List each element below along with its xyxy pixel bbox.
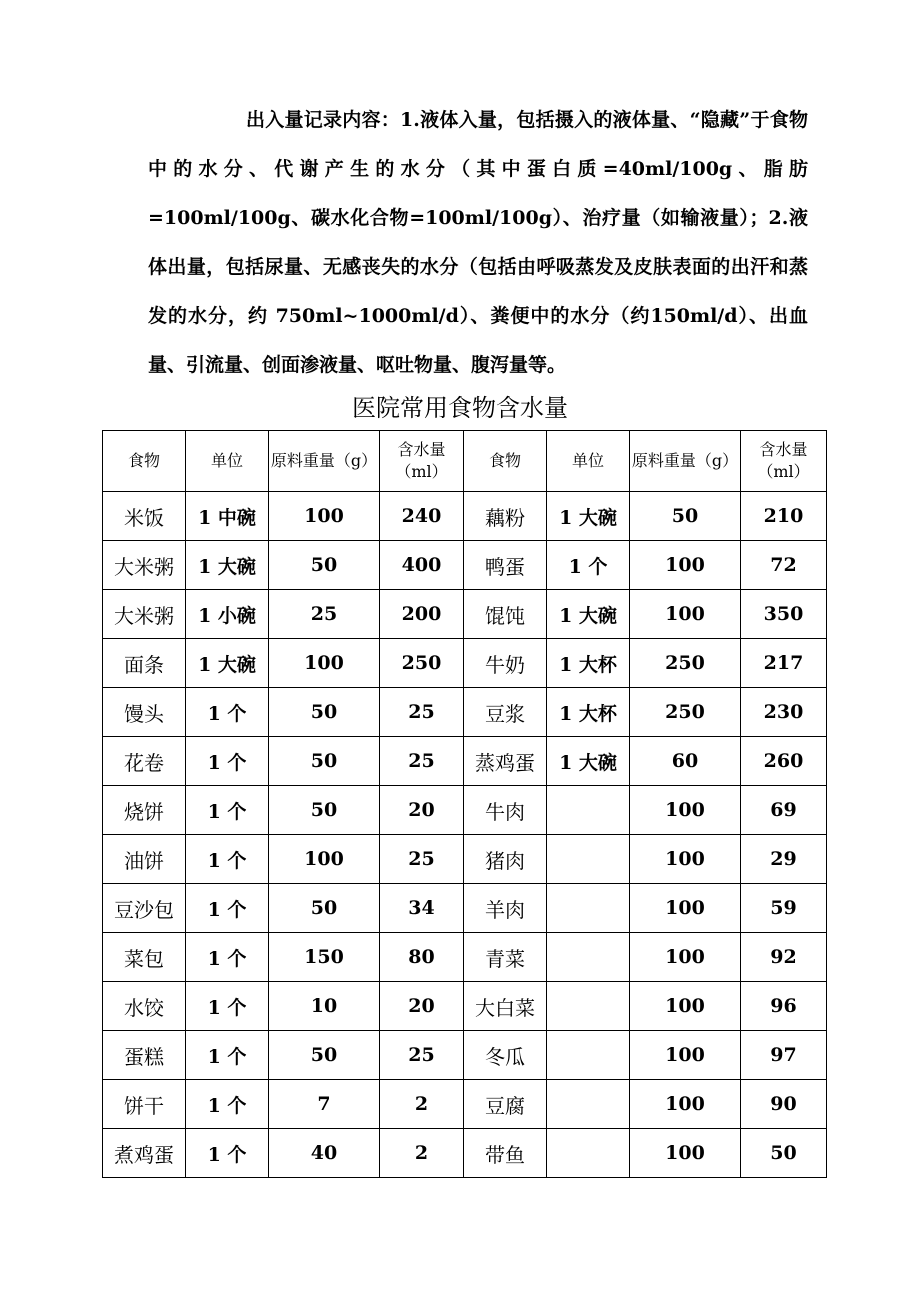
cell-raw-weight: 50: [269, 884, 380, 933]
cell-unit: 1 中碗: [186, 492, 269, 541]
cell-raw-weight: 50: [269, 1031, 380, 1080]
cell-unit: 1 个: [186, 786, 269, 835]
cell-food: 煮鸡蛋: [103, 1129, 186, 1178]
cell-water-content: 25: [380, 688, 464, 737]
cell-unit: 1 大碗: [547, 737, 630, 786]
header-unit: 单位: [186, 431, 269, 492]
header-food: 食物: [464, 431, 547, 492]
cell-water-content: 69: [741, 786, 827, 835]
cell-water-content: 20: [380, 982, 464, 1031]
table-row: [103, 1129, 827, 1178]
cell-food: 米饭: [103, 492, 186, 541]
cell-water-content: 260: [741, 737, 827, 786]
cell-unit: 1 大杯: [547, 688, 630, 737]
cell-raw-weight: 100: [630, 933, 741, 982]
cell-raw-weight: 25: [269, 590, 380, 639]
cell-unit: 1 大碗: [186, 541, 269, 590]
cell-unit: [547, 1031, 630, 1080]
cell-unit: 1 个: [186, 1031, 269, 1080]
cell-raw-weight: 40: [269, 1129, 380, 1178]
cell-food: 藕粉: [464, 492, 547, 541]
cell-unit: 1 个: [186, 688, 269, 737]
cell-unit: 1 大碗: [547, 590, 630, 639]
table-row: [103, 1080, 827, 1129]
food-water-table: [102, 430, 827, 1178]
cell-raw-weight: 60: [630, 737, 741, 786]
header-water-content: 含水量（ml）: [741, 431, 827, 492]
cell-raw-weight: 100: [269, 492, 380, 541]
cell-food: 鸭蛋: [464, 541, 547, 590]
cell-unit: [547, 1080, 630, 1129]
cell-unit: 1 个: [186, 933, 269, 982]
cell-food: 馒头: [103, 688, 186, 737]
cell-raw-weight: 50: [269, 541, 380, 590]
cell-unit: 1 个: [186, 737, 269, 786]
cell-water-content: 210: [741, 492, 827, 541]
cell-raw-weight: 100: [630, 590, 741, 639]
cell-food: 大米粥: [103, 590, 186, 639]
table-row: [103, 541, 827, 590]
cell-food: 馄饨: [464, 590, 547, 639]
table-row: [103, 786, 827, 835]
cell-food: 油饼: [103, 835, 186, 884]
cell-raw-weight: 250: [630, 688, 741, 737]
cell-water-content: 200: [380, 590, 464, 639]
table-body: [103, 492, 827, 1178]
table-row: [103, 982, 827, 1031]
cell-unit: [547, 884, 630, 933]
table-row: [103, 933, 827, 982]
cell-raw-weight: 100: [630, 786, 741, 835]
table-row: [103, 884, 827, 933]
cell-raw-weight: 100: [269, 639, 380, 688]
cell-food: 带鱼: [464, 1129, 547, 1178]
cell-water-content: 90: [741, 1080, 827, 1129]
cell-raw-weight: 150: [269, 933, 380, 982]
header-food: 食物: [103, 431, 186, 492]
cell-food: 豆沙包: [103, 884, 186, 933]
cell-water-content: 250: [380, 639, 464, 688]
table-row: [103, 639, 827, 688]
cell-water-content: 34: [380, 884, 464, 933]
cell-water-content: 240: [380, 492, 464, 541]
cell-unit: 1 大碗: [547, 492, 630, 541]
table-row: [103, 737, 827, 786]
cell-food: 蛋糕: [103, 1031, 186, 1080]
cell-food: 猪肉: [464, 835, 547, 884]
cell-raw-weight: 50: [630, 492, 741, 541]
cell-food: 饼干: [103, 1080, 186, 1129]
cell-raw-weight: 100: [630, 1031, 741, 1080]
cell-raw-weight: 50: [269, 786, 380, 835]
cell-food: 菜包: [103, 933, 186, 982]
cell-water-content: 400: [380, 541, 464, 590]
cell-unit: [547, 933, 630, 982]
cell-water-content: 92: [741, 933, 827, 982]
cell-water-content: 96: [741, 982, 827, 1031]
cell-unit: 1 个: [186, 835, 269, 884]
cell-unit: 1 大碗: [186, 639, 269, 688]
cell-food: 面条: [103, 639, 186, 688]
header-raw-weight: 原料重量（g）: [269, 431, 380, 492]
cell-water-content: 25: [380, 1031, 464, 1080]
cell-water-content: 25: [380, 737, 464, 786]
table-title: 医院常用食物含水量: [352, 394, 568, 422]
header-unit: 单位: [547, 431, 630, 492]
cell-food: 牛肉: [464, 786, 547, 835]
cell-unit: [547, 786, 630, 835]
table-row: [103, 688, 827, 737]
cell-unit: 1 个: [186, 884, 269, 933]
cell-unit: [547, 1129, 630, 1178]
cell-water-content: 350: [741, 590, 827, 639]
cell-unit: 1 个: [186, 1080, 269, 1129]
cell-raw-weight: 50: [269, 737, 380, 786]
cell-raw-weight: 250: [630, 639, 741, 688]
table-row: [103, 835, 827, 884]
cell-unit: 1 个: [547, 541, 630, 590]
cell-food: 大米粥: [103, 541, 186, 590]
cell-water-content: 25: [380, 835, 464, 884]
cell-food: 大白菜: [464, 982, 547, 1031]
cell-food: 水饺: [103, 982, 186, 1031]
header-raw-weight: 原料重量（g）: [630, 431, 741, 492]
cell-water-content: 59: [741, 884, 827, 933]
cell-food: 豆浆: [464, 688, 547, 737]
cell-food: 冬瓜: [464, 1031, 547, 1080]
table-row: [103, 1031, 827, 1080]
cell-water-content: 20: [380, 786, 464, 835]
cell-raw-weight: 100: [630, 1080, 741, 1129]
cell-raw-weight: 100: [630, 541, 741, 590]
intro-paragraph: 出入量记录内容：1.液体入量，包括摄入的液体量、“隐藏”于食物中的水分、代谢产生的水分（其中蛋白质=40ml/100g、脂肪=100ml/100g、碳水化合物=100ml/100g）、治疗量（如输液量）；2.液体出量，包括尿量、无感丧失的水分（包括由呼吸蒸发及皮肤表面的出汗和蒸发的水分，约 750ml~1000ml/d）、粪便中的水分（约150ml/d）、出血量、引流量、创面渗液量、呕吐物量、腹泻量等。: [148, 109, 808, 376]
cell-raw-weight: 100: [630, 1129, 741, 1178]
table-row: [103, 492, 827, 541]
cell-water-content: 217: [741, 639, 827, 688]
cell-raw-weight: 10: [269, 982, 380, 1031]
cell-food: 羊肉: [464, 884, 547, 933]
cell-food: 牛奶: [464, 639, 547, 688]
cell-water-content: 97: [741, 1031, 827, 1080]
cell-food: 花卷: [103, 737, 186, 786]
cell-raw-weight: 100: [630, 982, 741, 1031]
cell-unit: 1 大杯: [547, 639, 630, 688]
cell-food: 青菜: [464, 933, 547, 982]
cell-water-content: 80: [380, 933, 464, 982]
header-row: [103, 431, 827, 492]
cell-unit: 1 个: [186, 982, 269, 1031]
cell-unit: [547, 835, 630, 884]
cell-raw-weight: 100: [630, 884, 741, 933]
cell-water-content: 230: [741, 688, 827, 737]
cell-unit: [547, 982, 630, 1031]
cell-food: 烧饼: [103, 786, 186, 835]
cell-water-content: 72: [741, 541, 827, 590]
cell-water-content: 50: [741, 1129, 827, 1178]
table-row: [103, 590, 827, 639]
cell-water-content: 29: [741, 835, 827, 884]
cell-unit: 1 个: [186, 1129, 269, 1178]
cell-raw-weight: 7: [269, 1080, 380, 1129]
cell-raw-weight: 50: [269, 688, 380, 737]
cell-unit: 1 小碗: [186, 590, 269, 639]
cell-food: 豆腐: [464, 1080, 547, 1129]
cell-raw-weight: 100: [269, 835, 380, 884]
cell-food: 蒸鸡蛋: [464, 737, 547, 786]
cell-water-content: 2: [380, 1129, 464, 1178]
header-water-content: 含水量（ml）: [380, 431, 464, 492]
cell-raw-weight: 100: [630, 835, 741, 884]
cell-water-content: 2: [380, 1080, 464, 1129]
